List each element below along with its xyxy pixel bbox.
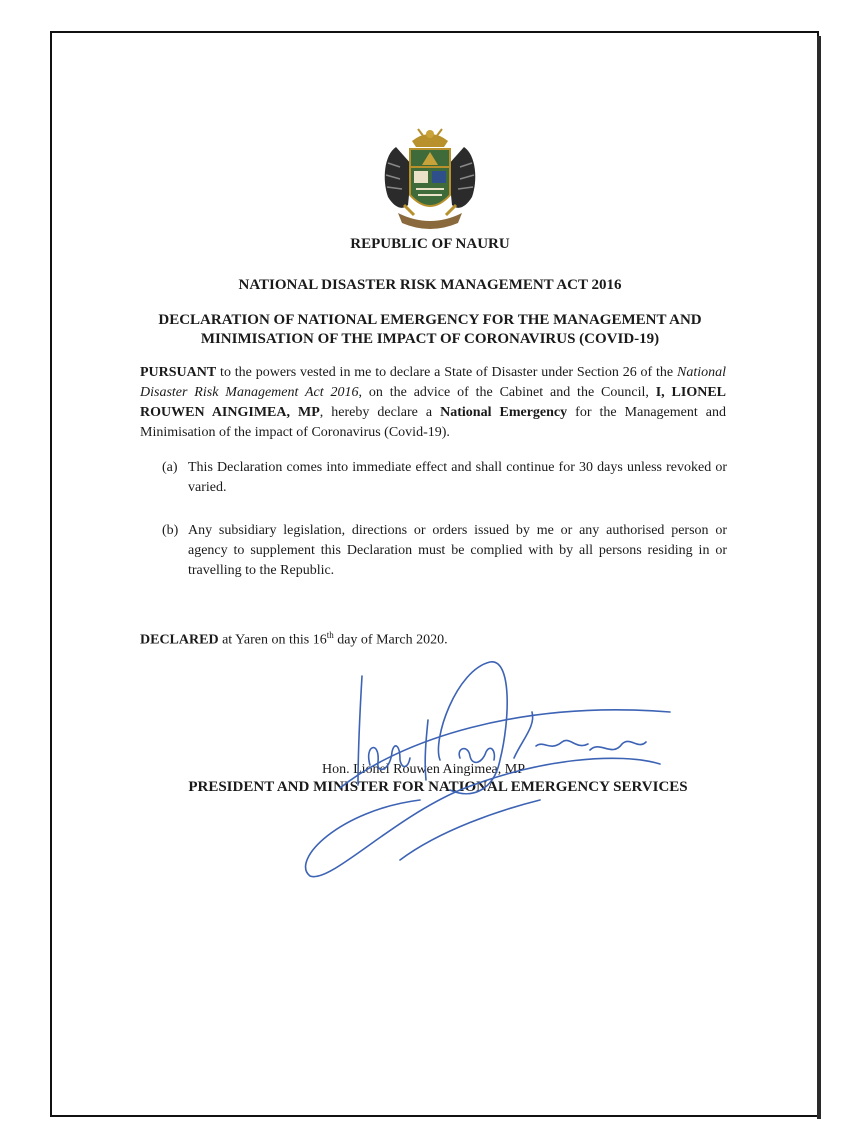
declaration-title <box>60 311 800 349</box>
declared-line <box>140 630 448 649</box>
paragraph-text-4: for the Management and Minimisation of the impact of Coronavirus (Covid-19). <box>140 405 726 440</box>
declaration-paragraph <box>140 363 726 443</box>
page-edge-shadow <box>817 36 821 1119</box>
country-heading: REPUBLIC OF NAURU <box>350 236 510 252</box>
date-ordinal: th <box>326 630 334 640</box>
signatory-name: Hon. Lionel Rouwen Aingimea, MP <box>322 762 525 777</box>
clause-label: (a) <box>162 460 178 475</box>
declared-month-year: day of March 2020. <box>333 632 448 648</box>
coat-of-arms-icon <box>378 125 482 235</box>
signatory-title: PRESIDENT AND MINISTER FOR NATIONAL EMERGENCY SERVICES <box>188 779 688 795</box>
paragraph-text-3: , hereby declare a <box>319 405 441 420</box>
clause-text: Any subsidiary legislation, directions or orders issued by me or any authorised person or agency to supplement this Declaration must be complied with by all persons residing in or travelling to the Republic. <box>188 523 727 578</box>
declared-place-date: at Yaren on this 16 <box>218 632 327 648</box>
declared-word: DECLARED <box>140 632 219 648</box>
clause-text: This Declaration comes into immediate effect and shall continue for 30 days unless revoked or varied. <box>188 460 727 495</box>
declaration-title-line-2: MINIMISATION OF THE IMPACT OF CORONAVIRUS (COVID-19) <box>200 331 660 347</box>
paragraph-text-1: to the powers vested in me to declare a State of Disaster under Section 26 of the <box>216 365 677 380</box>
pursuant-word: PURSUANT <box>140 365 217 380</box>
declarant-name: I, LIONEL ROUWEN AINGIMEA, MP <box>140 385 726 420</box>
declaration-title-line-1: DECLARATION OF NATIONAL EMERGENCY FOR THE MANAGEMENT AND <box>158 312 702 328</box>
emergency-term: National Emergency <box>440 405 568 420</box>
act-reference: National Disaster Risk Management Act 2016 <box>140 365 726 400</box>
clause-label: (b) <box>162 523 179 538</box>
paragraph-text-2: , on the advice of the Cabinet and the Council, <box>358 385 656 400</box>
act-heading: NATIONAL DISASTER RISK MANAGEMENT ACT 2016 <box>238 277 622 293</box>
clause-b <box>162 521 727 581</box>
clause-a <box>162 458 727 498</box>
